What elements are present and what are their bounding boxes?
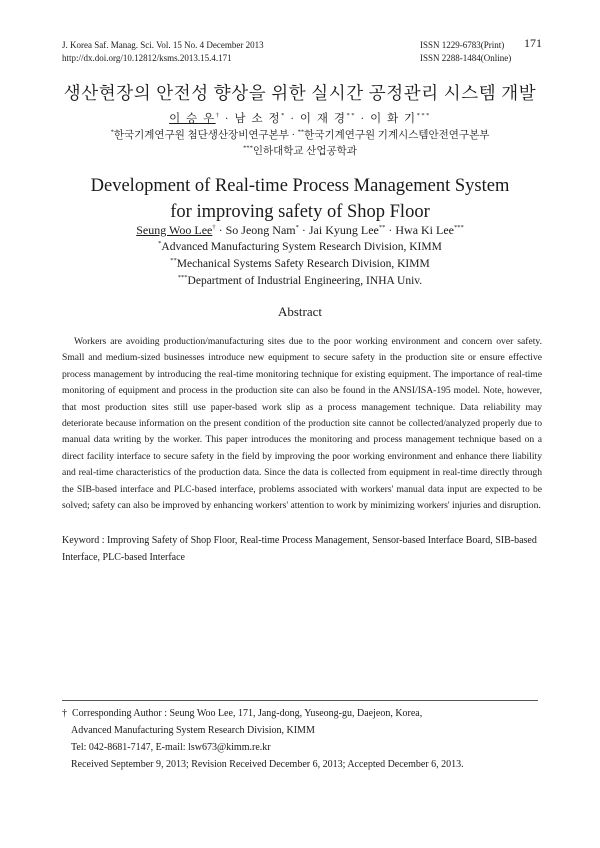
korean-affiliation-3: 인하대학교 산업공학과 <box>252 146 357 157</box>
footnote-contact[interactable]: Tel: 042-8681-7147, E-mail: lsw673@kimm.re.kr <box>71 742 271 753</box>
abstract-heading: Abstract <box>277 304 323 319</box>
corresponding-author-footnote <box>62 705 542 773</box>
affiliation-mark: *** <box>243 144 253 152</box>
author-mark: ** <box>346 112 356 120</box>
author-mark: * <box>295 224 299 231</box>
korean-title: 생산현장의 안전성 향상을 위한 실시간 공정관리 시스템 개발 <box>63 83 537 103</box>
affiliation-mark: ** <box>297 128 305 136</box>
author-separator: · <box>290 113 296 125</box>
page-number: 171 <box>524 36 542 50</box>
english-title-line-1: Development of Real-time Process Management System <box>90 176 510 196</box>
keyword-list: Improving Safety of Shop Floor, Real-time Process Management, Sensor-based Interface Board, SIB-based Interface, PLC-based Interface <box>62 535 537 563</box>
author-mark: *** <box>454 224 464 231</box>
author-mark: ** <box>378 224 386 231</box>
english-authors <box>0 223 600 238</box>
korean-affiliations <box>0 127 600 142</box>
korean-affiliation-2: 한국기계연구원 기계시스템안전연구본부 <box>304 130 490 141</box>
korean-author-3: 이 재 경 <box>299 113 347 125</box>
korean-affiliation-3-line <box>0 143 600 158</box>
doi-link[interactable]: http://dx.doi.org/10.12812/ksms.2013.15.4.171 <box>62 53 232 63</box>
dagger-mark: † <box>62 708 67 719</box>
english-affiliation-1 <box>0 241 600 253</box>
footnote-divider <box>62 700 538 701</box>
korean-author-4: 이 화 기 <box>370 113 417 125</box>
english-author-4: Hwa Ki Lee <box>395 223 454 237</box>
author-separator: · <box>298 223 309 237</box>
english-title <box>0 173 600 225</box>
affiliation-text: Mechanical Systems Safety Research Division, KIMM <box>176 258 430 270</box>
journal-citation: J. Korea Saf. Manag. Sci. Vol. 15 No. 4 December 2013 <box>62 40 264 50</box>
english-affiliation-2 <box>0 258 600 270</box>
english-author-2: So Jeong Nam <box>225 223 296 237</box>
abstract-body: Workers are avoiding production/manufacturing sites due to the poor working environment and concern over safety. Small and medium-sized businesses introduce new equipment to secure safety in the production site or ensure effective process management by introducing the real-time monitoring technique for existing equipment. The importance of real-time monitoring of equipment and process in the production site can also be found in the ANSI/ISA-195 model. Note, however, that most production sites still use paper-based work slip as a process management technique. Data reliability may deteriorate because information on the present condition of the production site cannot be collected/analyzed properly due to manual data writing by the worker. This paper introduces the monitoring and process management technique based on a direct facility interface to secure safety in the field by improving the poor working environment and enhance there liability and real-time characteristics of the production data. Since the data is collected from equipment in real-time directly through the SIB-based interface and PLC-based interface, problems associated with workers' manual data input are expected to be solved; safety can also be improved by enhancing workers' attention to work by minimizing workers' injuries and disruption. <box>62 336 542 512</box>
affiliation-mark: ** <box>170 257 177 265</box>
author-separator: · <box>215 223 226 237</box>
author-mark: † <box>212 224 216 231</box>
affiliation-mark: *** <box>177 274 188 282</box>
english-author-1: Seung Woo Lee <box>136 223 213 237</box>
keywords: Keyword : Improving Safety of Shop Floor, Real-time Process Management, Sensor-based Interface Board, SIB-based Interface, PLC-based Interface <box>62 535 537 563</box>
footnote-received-dates: Received September 9, 2013; Revision Received December 6, 2013; Accepted December 6, 2013. <box>71 759 464 770</box>
author-separator: · <box>224 113 231 125</box>
issn-block <box>420 39 511 65</box>
korean-authors <box>0 110 600 126</box>
author-mark: * <box>281 112 286 120</box>
author-separator: · <box>360 113 366 125</box>
korean-author-2: 남 소 정 <box>234 113 282 125</box>
issn-online: ISSN 2288-1484(Online) <box>420 53 512 63</box>
korean-author-1: 이 승 우 <box>169 113 216 125</box>
english-author-3: Jai Kyung Lee <box>308 223 379 237</box>
journal-header <box>62 39 264 65</box>
footnote-line-1: Corresponding Author : Seung Woo Lee, 171, Jang-dong, Yuseong-gu, Daejeon, Korea, <box>72 708 423 719</box>
affiliation-text: Department of Industrial Engineering, INHA Univ. <box>187 275 423 287</box>
footnote-line-2: Advanced Manufacturing System Research Division, KIMM <box>71 725 315 736</box>
keyword-label: Keyword <box>62 535 100 546</box>
affiliation-mark: * <box>110 128 114 136</box>
korean-affiliation-1: 한국기계연구원 첨단생산장비연구본부 <box>113 130 289 141</box>
author-mark: *** <box>416 112 431 120</box>
affiliation-text: Advanced Manufacturing System Research Division, KIMM <box>161 241 442 253</box>
affiliation-mark: * <box>158 240 162 248</box>
author-mark: † <box>215 112 221 120</box>
author-separator: · <box>385 223 396 237</box>
issn-print: ISSN 1229-6783(Print) <box>420 40 505 50</box>
english-title-line-2: for improving safety of Shop Floor <box>170 202 430 222</box>
english-affiliation-3 <box>0 275 600 287</box>
affiliation-separator: · <box>291 130 296 141</box>
